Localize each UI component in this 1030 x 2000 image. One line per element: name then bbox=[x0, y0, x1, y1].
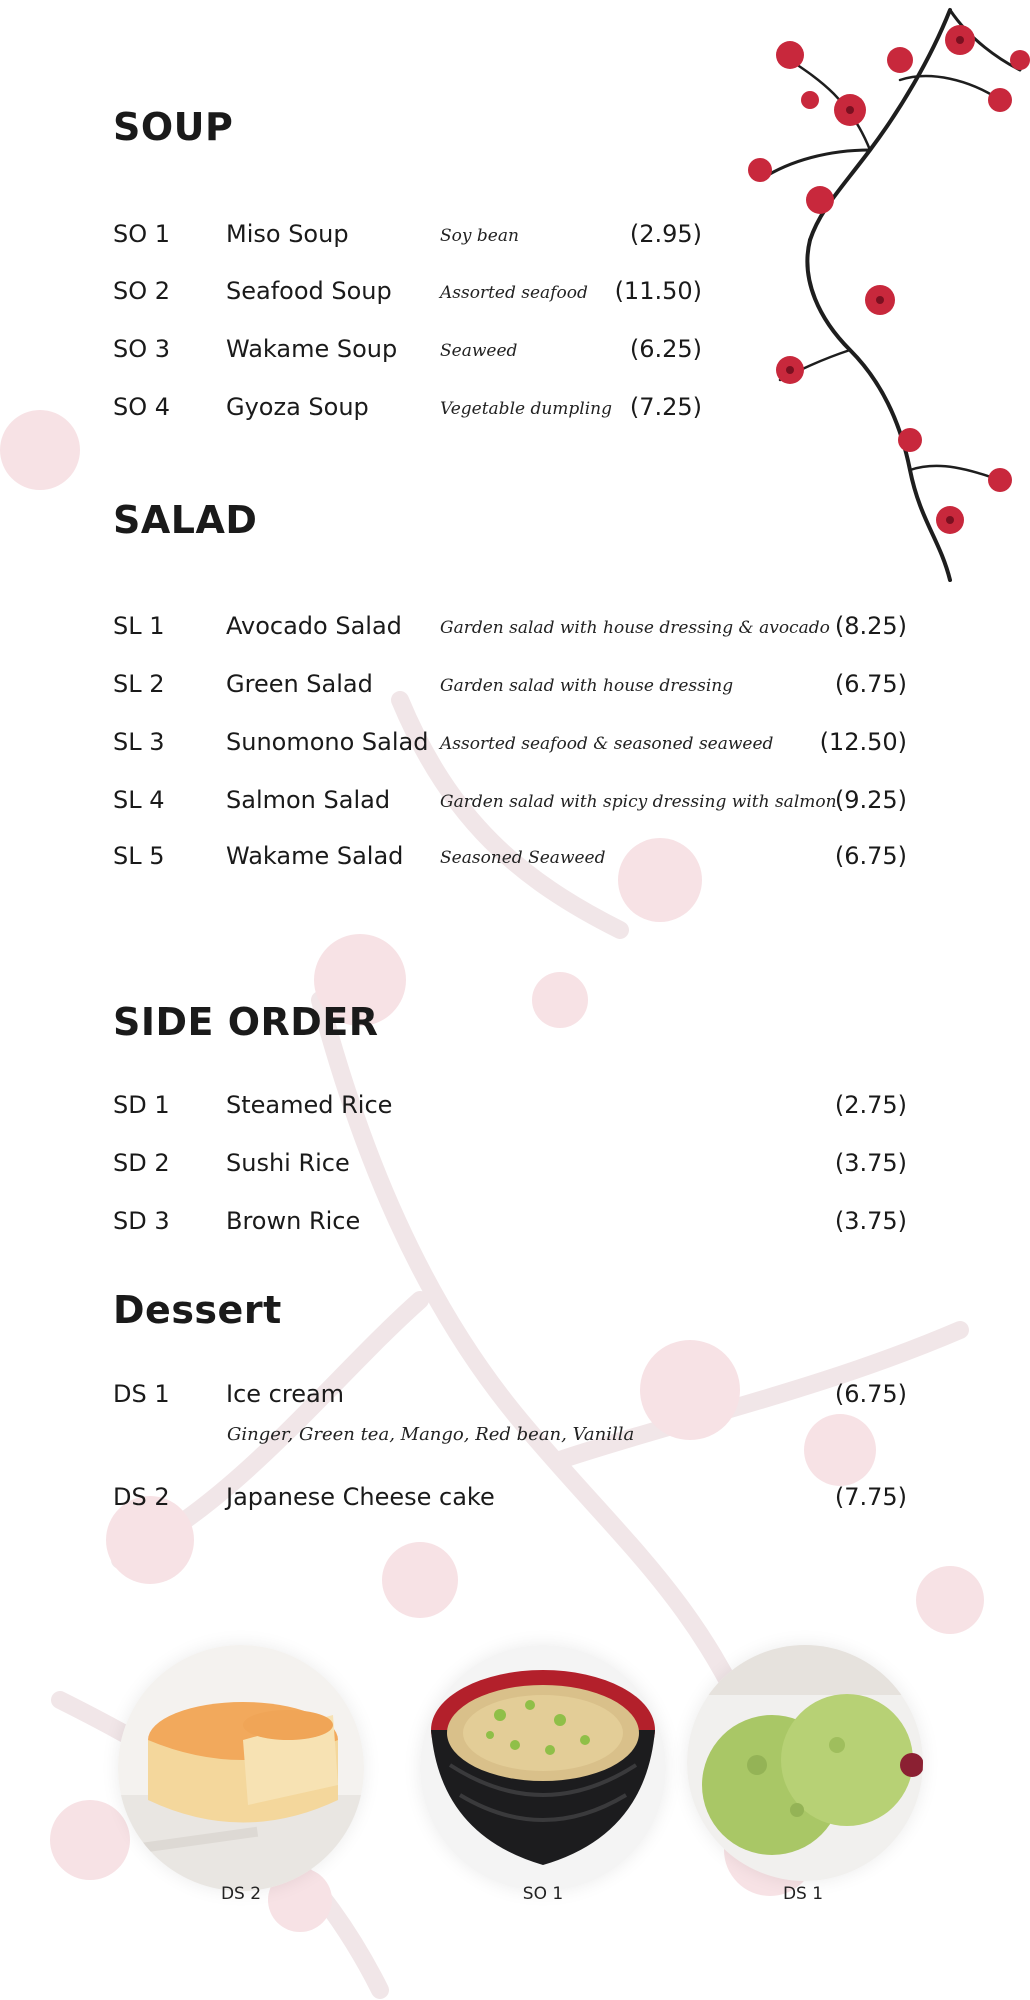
photo-label: DS 2 bbox=[220, 1884, 262, 1904]
item-code: SD 3 bbox=[113, 1207, 170, 1235]
item-name: Ice cream bbox=[226, 1380, 345, 1408]
green-tea-ice-cream-photo bbox=[687, 1645, 923, 1881]
item-name: Green Salad bbox=[226, 670, 373, 698]
item-price: (2.95) bbox=[629, 220, 702, 248]
item-code: SL 5 bbox=[113, 842, 165, 870]
item-name: Avocado Salad bbox=[226, 612, 402, 640]
item-code: SL 3 bbox=[113, 728, 165, 756]
item-description: Seasoned Seaweed bbox=[440, 848, 606, 868]
item-price: (7.25) bbox=[629, 393, 702, 421]
section-title-soup: SOUP bbox=[113, 105, 234, 149]
item-code: SO 2 bbox=[113, 277, 171, 305]
section-title-salad: SALAD bbox=[113, 498, 258, 542]
menu-item-row bbox=[113, 1204, 907, 1244]
item-description: Soy bean bbox=[440, 226, 519, 246]
menu-item-row bbox=[113, 217, 702, 257]
menu-item-row bbox=[113, 390, 702, 430]
item-description: Vegetable dumpling bbox=[440, 399, 613, 419]
miso-soup-photo bbox=[420, 1645, 666, 1891]
menu-item-row bbox=[113, 783, 907, 823]
item-code: SO 4 bbox=[113, 393, 171, 421]
section-title-dessert: Dessert bbox=[113, 1288, 282, 1332]
item-name: Gyoza Soup bbox=[226, 393, 369, 421]
item-name: Brown Rice bbox=[226, 1207, 361, 1235]
item-price: (3.75) bbox=[834, 1207, 907, 1235]
item-code: SO 1 bbox=[113, 220, 171, 248]
item-price: (7.75) bbox=[834, 1483, 907, 1511]
item-code: SD 2 bbox=[113, 1149, 170, 1177]
item-price: (2.75) bbox=[834, 1091, 907, 1119]
item-code: SL 4 bbox=[113, 786, 165, 814]
section-title-side-order: SIDE ORDER bbox=[113, 1000, 379, 1044]
item-price: (12.50) bbox=[819, 728, 907, 756]
item-price: (6.25) bbox=[629, 335, 702, 363]
photo-label: DS 1 bbox=[782, 1884, 824, 1904]
item-description: Garden salad with house dressing bbox=[440, 676, 734, 696]
item-description: Seaweed bbox=[440, 341, 518, 361]
photo-label: SO 1 bbox=[522, 1884, 564, 1904]
item-price: (11.50) bbox=[614, 277, 702, 305]
menu-item-row bbox=[113, 332, 702, 372]
item-code: SL 1 bbox=[113, 612, 165, 640]
item-name: Wakame Salad bbox=[226, 842, 404, 870]
item-name: Steamed Rice bbox=[226, 1091, 393, 1119]
cheesecake-photo bbox=[118, 1645, 364, 1891]
item-description: Garden salad with house dressing & avocado bbox=[440, 618, 830, 638]
menu-item-row bbox=[113, 1146, 907, 1186]
item-price: (6.75) bbox=[834, 1380, 907, 1408]
item-code: SD 1 bbox=[113, 1091, 170, 1119]
item-code: DS 2 bbox=[113, 1483, 170, 1511]
item-price: (9.25) bbox=[834, 786, 907, 814]
item-name: Miso Soup bbox=[226, 220, 349, 248]
item-code: DS 1 bbox=[113, 1380, 170, 1408]
item-description: Garden salad with spicy dressing with salmon bbox=[440, 792, 837, 812]
item-description: Assorted seafood bbox=[440, 283, 588, 303]
item-price: (6.75) bbox=[834, 842, 907, 870]
menu-item-row bbox=[113, 667, 907, 707]
menu-item-row bbox=[113, 609, 907, 649]
item-name: Sushi Rice bbox=[226, 1149, 350, 1177]
item-price: (3.75) bbox=[834, 1149, 907, 1177]
item-price: (8.25) bbox=[834, 612, 907, 640]
item-name: Salmon Salad bbox=[226, 786, 391, 814]
menu-item-row bbox=[113, 725, 907, 765]
menu-item-row bbox=[113, 839, 907, 879]
menu-item-row bbox=[113, 1480, 907, 1520]
menu-item-row bbox=[113, 274, 702, 314]
item-code: SO 3 bbox=[113, 335, 171, 363]
item-code: SL 2 bbox=[113, 670, 165, 698]
item-name: Seafood Soup bbox=[226, 277, 392, 305]
item-name: Sunomono Salad bbox=[226, 728, 429, 756]
item-description: Assorted seafood & seasoned seaweed bbox=[440, 734, 774, 754]
cherry-blossom-branch bbox=[700, 0, 1030, 600]
menu-item-row bbox=[113, 1377, 907, 1417]
item-name: Wakame Soup bbox=[226, 335, 398, 363]
menu-item-row bbox=[113, 1088, 907, 1128]
item-price: (6.75) bbox=[834, 670, 907, 698]
item-flavors-description: Ginger, Green tea, Mango, Red bean, Vanilla bbox=[227, 1424, 635, 1445]
item-name: Japanese Cheese cake bbox=[226, 1483, 495, 1511]
